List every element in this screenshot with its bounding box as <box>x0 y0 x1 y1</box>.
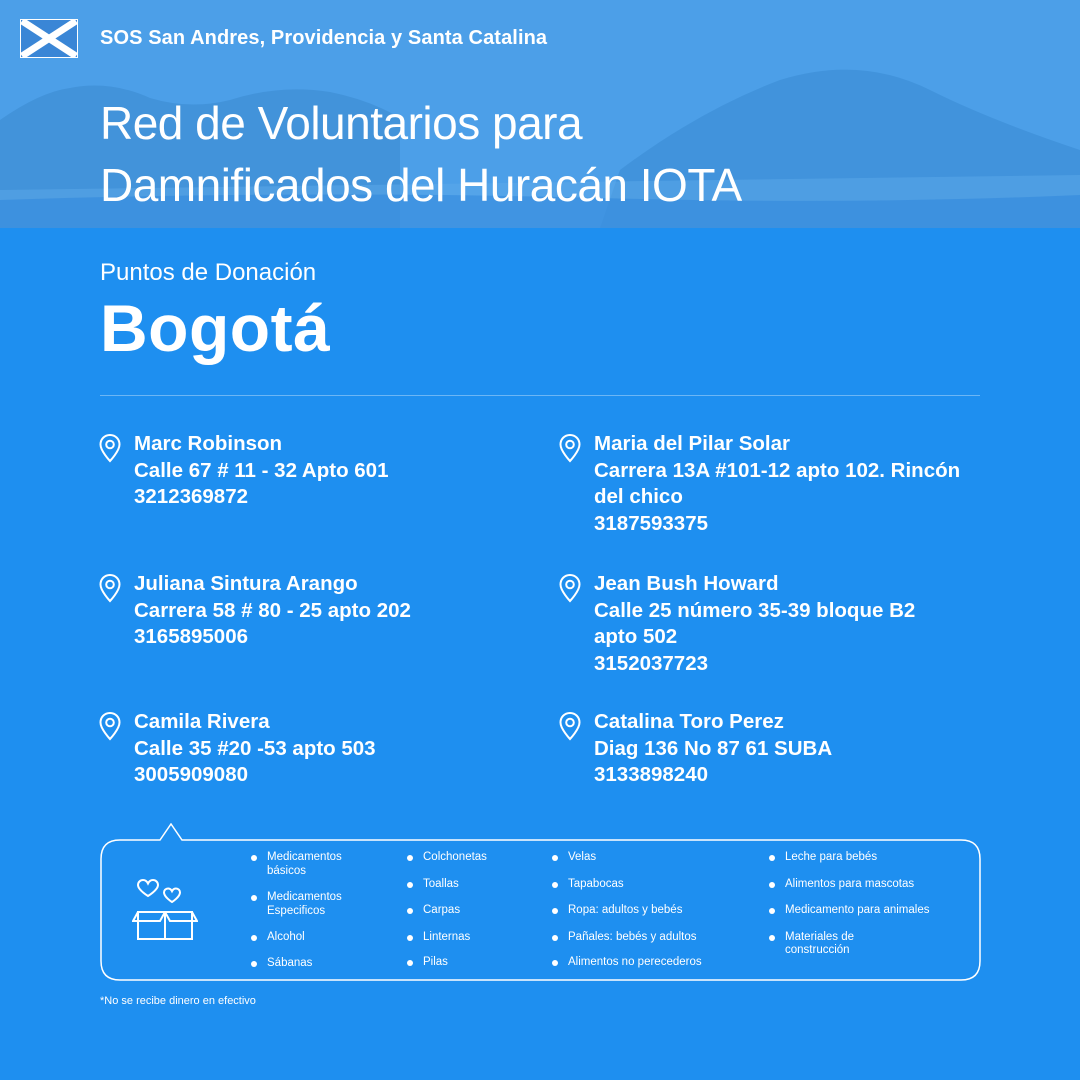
donation-item: Alimentos no perecederos <box>552 956 742 970</box>
donation-item: Linternas <box>407 931 537 945</box>
section-subtitle: Puntos de Donación <box>100 259 317 286</box>
donation-item: Velas <box>552 851 742 865</box>
footnote: *No se recibe dinero en efectivo <box>100 995 256 1007</box>
donation-column <box>769 851 969 958</box>
divider <box>100 395 980 396</box>
donation-item: Medicamento para animales <box>769 904 969 918</box>
point-address: Calle 25 número 35-39 bloque B2 apto 502 <box>594 598 916 648</box>
location-pin-icon <box>98 711 122 741</box>
title-line-2: Damnificados del Huracán IOTA <box>100 159 742 211</box>
title-line-1: Red de Voluntarios para <box>100 97 583 149</box>
donation-item: Medicamentos básicos <box>251 851 361 878</box>
donation-column <box>552 851 742 970</box>
donation-item: Medicamentos Especificos <box>251 891 361 918</box>
page-title <box>100 92 742 216</box>
donation-item: Pilas <box>407 956 537 970</box>
donation-item: Tapabocas <box>552 878 742 892</box>
point-phone: 3005909080 <box>134 763 249 786</box>
location-pin-icon <box>98 433 122 463</box>
donation-box-hearts-icon <box>132 879 198 941</box>
donation-item: Materiales de construcción <box>769 931 895 958</box>
city-heading: Bogotá <box>100 291 331 365</box>
point-phone: 3152037723 <box>594 651 709 675</box>
brand-name: SOS San Andres, Providencia y Santa Catalina <box>100 27 548 49</box>
point-phone: 3165895006 <box>134 625 249 648</box>
point-name: Camila Rivera <box>134 710 270 733</box>
point-name: Maria del Pilar Solar <box>594 432 790 455</box>
donation-item: Carpas <box>407 904 537 918</box>
location-pin-icon <box>98 573 122 603</box>
point-name: Juliana Sintura Arango <box>134 572 358 595</box>
donation-point <box>98 431 498 511</box>
donation-item: Pañales: bebés y adultos <box>552 931 742 945</box>
donation-point <box>98 709 498 789</box>
point-phone: 3212369872 <box>134 485 249 508</box>
donation-point <box>98 571 498 651</box>
donation-item: Colchonetas <box>407 851 537 865</box>
location-pin-icon <box>558 433 582 463</box>
donation-point <box>558 709 958 789</box>
point-name: Catalina Toro Perez <box>594 710 784 733</box>
point-address: Carrera 13A #101-12 apto 102. Rincón del chico <box>594 458 961 508</box>
donation-point <box>558 571 958 677</box>
point-name: Marc Robinson <box>134 432 283 455</box>
donation-items-box <box>100 823 981 981</box>
donation-item: Alcohol <box>251 931 361 945</box>
location-pin-icon <box>558 711 582 741</box>
point-address: Carrera 58 # 80 - 25 apto 202 <box>134 598 411 622</box>
donation-item: Ropa: adultos y bebés <box>552 904 742 918</box>
donation-column <box>407 851 537 970</box>
donation-item: Alimentos para mascotas <box>769 878 969 892</box>
donation-column <box>251 851 361 970</box>
donation-item: Leche para bebés <box>769 851 969 865</box>
point-address: Calle 67 # 11 - 32 Apto 601 <box>134 458 389 482</box>
donation-point <box>558 431 973 537</box>
point-phone: 3133898240 <box>594 763 709 786</box>
donation-item: Sábanas <box>251 957 361 971</box>
location-pin-icon <box>558 573 582 603</box>
point-name: Jean Bush Howard <box>594 572 779 595</box>
point-address: Calle 35 #20 -53 apto 503 <box>134 736 376 760</box>
donation-item: Toallas <box>407 878 537 892</box>
san-andres-flag-icon <box>20 19 78 58</box>
point-address: Diag 136 No 87 61 SUBA <box>594 736 833 760</box>
point-phone: 3187593375 <box>594 511 709 535</box>
